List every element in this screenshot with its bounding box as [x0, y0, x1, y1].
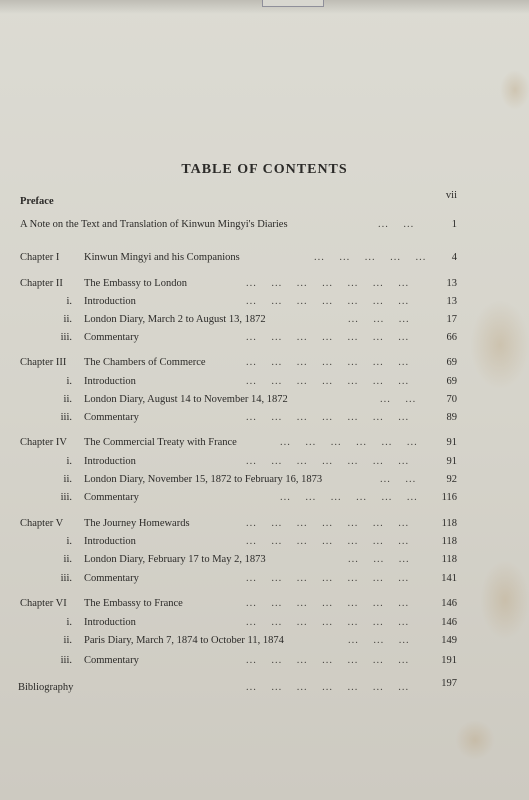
section-numeral: iii.	[60, 412, 72, 423]
entry-title: The Chambers of Commerce	[84, 357, 206, 368]
section-numeral: i.	[66, 376, 72, 387]
entry-title: London Diary, August 14 to November 14, 1872	[84, 394, 288, 405]
entry-page: 13	[446, 278, 457, 289]
chapter-label: Chapter III	[20, 357, 67, 368]
section-numeral: i.	[66, 536, 72, 547]
entry-page: 4	[451, 252, 457, 263]
entry-page: 69	[446, 357, 457, 368]
entry-page: 146	[441, 598, 457, 609]
entry-title: Preface	[20, 196, 54, 207]
entry-page: 92	[446, 474, 457, 485]
entry-title: Kinwun Mingyi and his Companions	[84, 252, 240, 263]
chapter-label: Chapter VI	[20, 598, 67, 609]
section-numeral: ii.	[63, 394, 72, 405]
entry-title: London Diary, March 2 to August 13, 1872	[84, 314, 266, 325]
leader-dots: ... ... ... ... ... ... ...	[246, 412, 410, 423]
leader-dots: ... ... ... ... ... ... ...	[246, 682, 410, 693]
section-numeral: ii.	[63, 314, 72, 325]
entry-title: Commentary	[84, 492, 139, 503]
leader-dots: ... ... ... ... ...	[314, 252, 427, 263]
entry-title: Introduction	[84, 536, 136, 547]
chapter-label: Chapter I	[20, 252, 60, 263]
entry-page: 66	[446, 332, 457, 343]
leader-dots: ... ... ... ... ... ... ...	[246, 332, 410, 343]
entry-page: 70	[446, 394, 457, 405]
section-numeral: i.	[66, 617, 72, 628]
leader-dots: ... ... ...	[348, 635, 410, 646]
entry-page: 89	[446, 412, 457, 423]
entry-title: Commentary	[84, 412, 139, 423]
entry-title: Paris Diary, March 7, 1874 to October 11, 1874	[84, 635, 284, 646]
leader-dots: ... ...	[378, 219, 415, 230]
entry-page: 91	[446, 437, 457, 448]
entry-page: 17	[446, 314, 457, 325]
entry-page: 116	[441, 492, 457, 503]
leader-dots: ... ... ... ... ... ... ...	[246, 456, 410, 467]
leader-dots: ... ... ... ... ... ... ...	[246, 518, 410, 529]
entry-title: London Diary, November 15, 1872 to February 16, 1873	[84, 474, 323, 485]
leader-dots: ... ... ... ... ... ... ...	[246, 617, 410, 628]
entry-title: The Embassy to France	[84, 598, 183, 609]
leader-dots: ... ...	[380, 394, 417, 405]
section-numeral: ii.	[63, 635, 72, 646]
entry-title: The Embassy to London	[84, 278, 187, 289]
leader-dots: ... ... ... ... ... ... ...	[246, 536, 410, 547]
entry-title: Introduction	[84, 617, 136, 628]
entry-title: Commentary	[84, 655, 139, 666]
section-numeral: i.	[66, 296, 72, 307]
entry-page: 118	[441, 536, 457, 547]
chapter-label: Chapter II	[20, 278, 63, 289]
section-numeral: iii.	[60, 655, 72, 666]
section-numeral: iii.	[60, 492, 72, 503]
entry-title: The Commercial Treaty with France	[84, 437, 237, 448]
leader-dots: ... ... ... ... ... ... ...	[246, 598, 410, 609]
section-numeral: i.	[66, 456, 72, 467]
page-title: TABLE OF CONTENTS	[181, 162, 348, 177]
entry-page: 13	[446, 296, 457, 307]
entry-page: 118	[441, 518, 457, 529]
entry-page: 69	[446, 376, 457, 387]
leader-dots: ... ... ... ... ... ... ...	[246, 573, 410, 584]
section-numeral: iii.	[60, 332, 72, 343]
entry-page: 118	[441, 554, 457, 565]
leader-dots: ... ... ... ... ... ... ...	[246, 278, 410, 289]
section-numeral: ii.	[63, 554, 72, 565]
leader-dots: ... ... ... ... ... ...	[280, 437, 418, 448]
leader-dots: ... ... ... ... ... ... ...	[246, 655, 410, 666]
chapter-label: Chapter V	[20, 518, 64, 529]
entry-page: vii	[445, 190, 457, 201]
section-numeral: iii.	[60, 573, 72, 584]
section-numeral: ii.	[63, 474, 72, 485]
entry-title: Introduction	[84, 296, 136, 307]
leader-dots: ... ... ...	[348, 314, 410, 325]
leader-dots: ... ... ... ... ... ... ...	[246, 296, 410, 307]
entry-page: 197	[441, 678, 457, 689]
entry-page: 141	[441, 573, 457, 584]
entry-title: Introduction	[84, 376, 136, 387]
leader-dots: ... ... ... ... ... ... ...	[246, 357, 410, 368]
entry-page: 91	[446, 456, 457, 467]
entry-title: A Note on the Text and Translation of Kinwun Mingyi's Diaries	[20, 219, 288, 230]
entry-page: 191	[441, 655, 457, 666]
entry-page: 1	[451, 219, 457, 230]
entry-page: 149	[441, 635, 457, 646]
entry-title: Commentary	[84, 573, 139, 584]
leader-dots: ... ... ... ... ... ...	[280, 492, 418, 503]
leader-dots: ... ...	[380, 474, 417, 485]
chapter-label: Chapter IV	[20, 437, 67, 448]
leader-dots: ... ... ...	[348, 554, 410, 565]
entry-title: Commentary	[84, 332, 139, 343]
entry-title: London Diary, February 17 to May 2, 1873	[84, 554, 266, 565]
entry-title: Introduction	[84, 456, 136, 467]
entry-page: 146	[441, 617, 457, 628]
entry-title: The Journey Homewards	[84, 518, 190, 529]
entry-title: Bibliography	[18, 682, 74, 693]
leader-dots: ... ... ... ... ... ... ...	[246, 376, 410, 387]
